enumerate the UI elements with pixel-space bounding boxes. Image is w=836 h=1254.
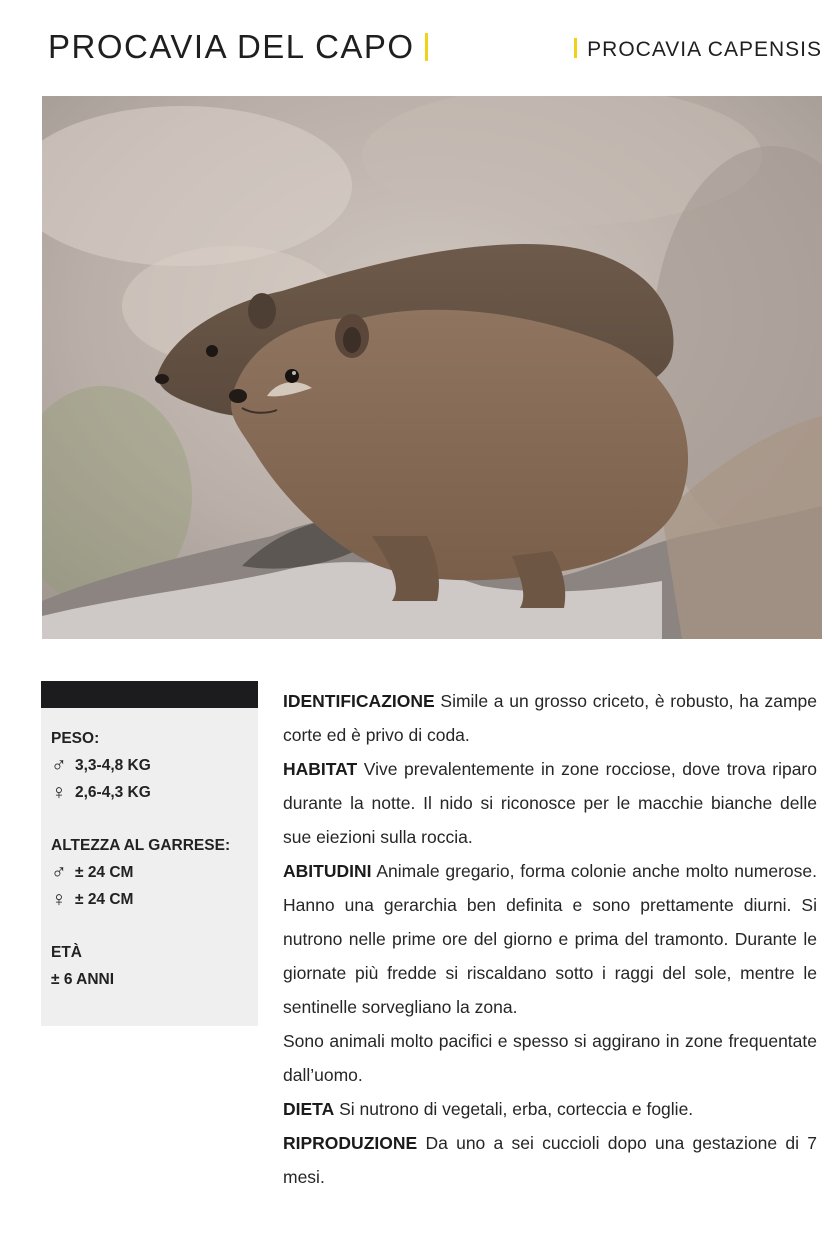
male-icon: ♂ <box>51 861 67 884</box>
reproduction-text: Da uno a sei cuccioli dopo una gestazione di 7 mesi. <box>283 1133 817 1187</box>
facts-box <box>41 681 258 1026</box>
latin-name <box>574 38 822 62</box>
habits-text: Animale gregario, forma colonie anche molto numerose. Hanno una gerarchia ben definita e sono prettamente diurni. Si nutrono nelle prime ore del giorno e prima del tramonto. Durante le giornate più fredde si riscaldano sotto i raggi del sole, mentre le sentinelle sorvegliano la zona. <box>283 861 817 1017</box>
identification-text: Simile a un grosso criceto, è robusto, ha zampe corte ed è privo di coda. <box>283 691 817 745</box>
age-label: ETÀ <box>51 944 82 961</box>
section-identification <box>283 684 817 752</box>
age-value: ± 6 ANNI <box>51 971 115 988</box>
diet-heading: DIETA <box>283 1099 335 1119</box>
facts-header-bar <box>41 681 258 708</box>
latin-accent-bar <box>574 38 577 58</box>
latin-name-text: PROCAVIA CAPENSIS <box>587 38 822 61</box>
page-title <box>48 28 428 66</box>
identification-heading: IDENTIFICAZIONE <box>283 691 435 711</box>
habits-text-2: Sono animali molto pacifici e spesso si aggirano in zone frequentate dall’uomo. <box>283 1031 817 1085</box>
female-icon: ♀ <box>51 888 67 911</box>
title-text: PROCAVIA DEL CAPO <box>48 28 415 65</box>
height-female <box>51 886 258 913</box>
habits-heading: ABITUDINI <box>283 861 372 881</box>
female-icon: ♀ <box>51 781 67 804</box>
section-habits <box>283 854 817 1024</box>
title-accent-bar <box>425 33 428 61</box>
habitat-text: Vive prevalentemente in zone rocciose, dove trova riparo durante la notte. Il nido si riconosce per le macchie bianche delle sue eiezioni sulla roccia. <box>283 759 817 847</box>
section-habitat <box>283 752 817 854</box>
weight-male-value: 3,3-4,8 KG <box>75 757 151 774</box>
weight-male <box>51 752 258 779</box>
description <box>283 684 817 1194</box>
reproduction-heading: RIPRODUZIONE <box>283 1133 418 1153</box>
hyrax-photo <box>42 96 822 639</box>
height-male-value: ± 24 CM <box>75 864 134 881</box>
section-diet <box>283 1092 817 1126</box>
weight-female-value: 2,6-4,3 KG <box>75 784 151 801</box>
height-female-value: ± 24 CM <box>75 891 134 908</box>
height-label: ALTEZZA AL GARRESE: <box>51 837 231 854</box>
weight-label: PESO: <box>51 730 100 747</box>
section-reproduction <box>283 1126 817 1194</box>
weight-female <box>51 779 258 806</box>
facts-content <box>41 708 258 993</box>
hyrax-illustration <box>42 96 822 639</box>
height-male <box>51 859 258 886</box>
diet-text: Si nutrono di vegetali, erba, corteccia e foglie. <box>334 1099 694 1119</box>
habitat-heading: HABITAT <box>283 759 358 779</box>
male-icon: ♂ <box>51 754 67 777</box>
